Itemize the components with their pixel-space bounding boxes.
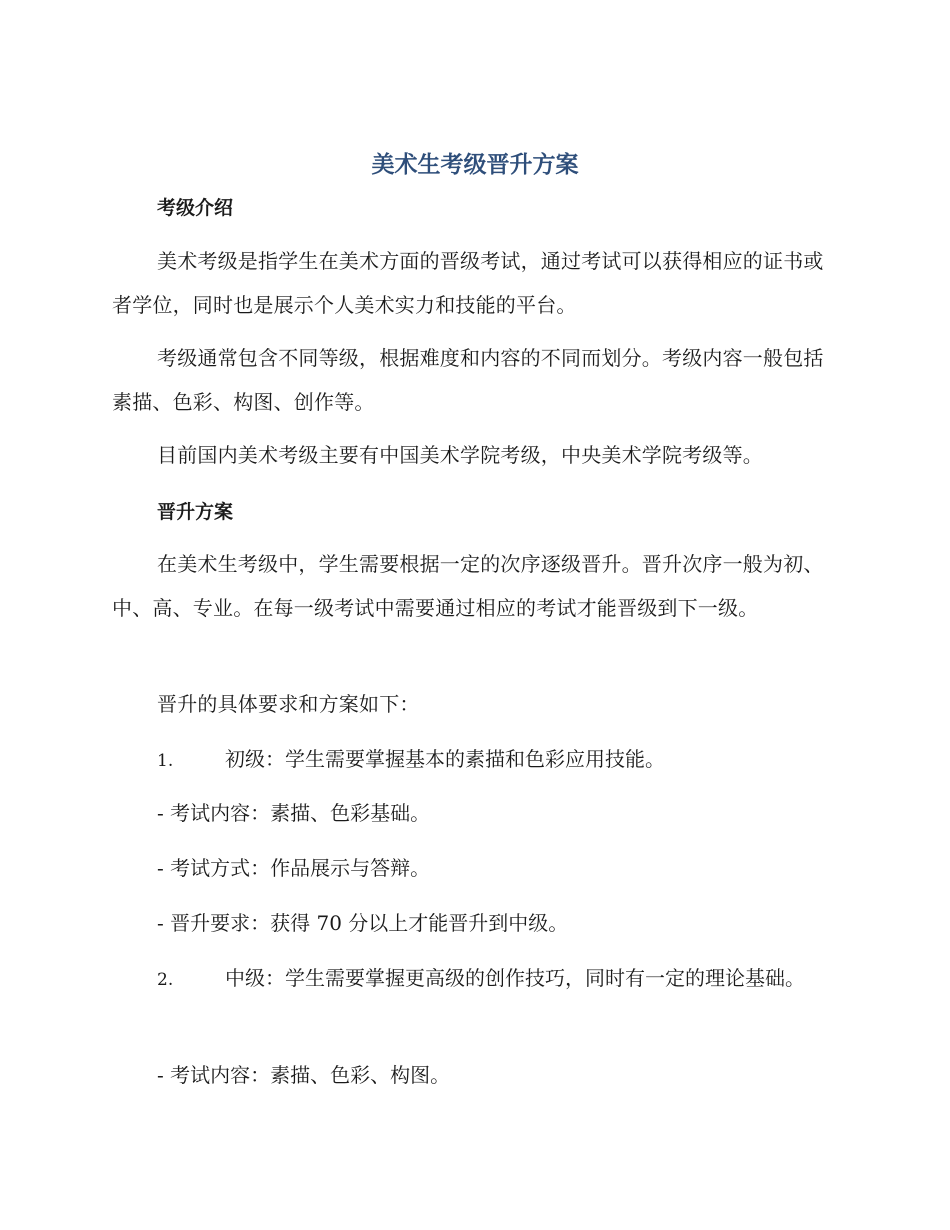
paragraph: 晋升的具体要求和方案如下： bbox=[157, 692, 420, 716]
detail-line: - 考试内容：素描、色彩、构图。 bbox=[157, 1063, 451, 1087]
detail-line: - 晋升要求：获得 70 分以上才能晋升到中级。 bbox=[157, 911, 569, 935]
list-number: 2. bbox=[157, 970, 174, 990]
list-item-text: 中级：学生需要掌握更高级的创作技巧，同时有一定的理论基础。 bbox=[225, 966, 805, 990]
paragraph: 目前国内美术考级主要有中国美术学院考级，中央美术学院考级等。 bbox=[157, 443, 763, 467]
list-item-level-1 bbox=[112, 737, 832, 783]
detail-line: - 考试方式：作品展示与答辩。 bbox=[157, 856, 431, 880]
list-item-level-2 bbox=[112, 956, 832, 1002]
list-number: 1. bbox=[157, 751, 174, 771]
paragraph: 美术考级是指学生在美术方面的晋级考试，通过考试可以获得相应的证书或者学位，同时也是展示个人美术实力和技能的平台。 bbox=[112, 249, 824, 317]
list-item-text: 初级：学生需要掌握基本的素描和色彩应用技能。 bbox=[225, 747, 665, 771]
section-heading-exam-intro: 考级介绍 bbox=[157, 197, 234, 219]
paragraph: 在美术生考级中，学生需要根据一定的次序逐级晋升。晋升次序一般为初、中、高、专业。在每一级考试中需要通过相应的考试才能晋级到下一级。 bbox=[112, 552, 824, 620]
section-heading-promotion-plan: 晋升方案 bbox=[157, 501, 234, 523]
document-title: 美术生考级晋升方案 bbox=[371, 152, 579, 178]
detail-line: - 考试内容：素描、色彩基础。 bbox=[157, 801, 431, 825]
paragraph: 考级通常包含不同等级，根据难度和内容的不同而划分。考级内容一般包括素描、色彩、构图、创作等。 bbox=[112, 346, 824, 414]
